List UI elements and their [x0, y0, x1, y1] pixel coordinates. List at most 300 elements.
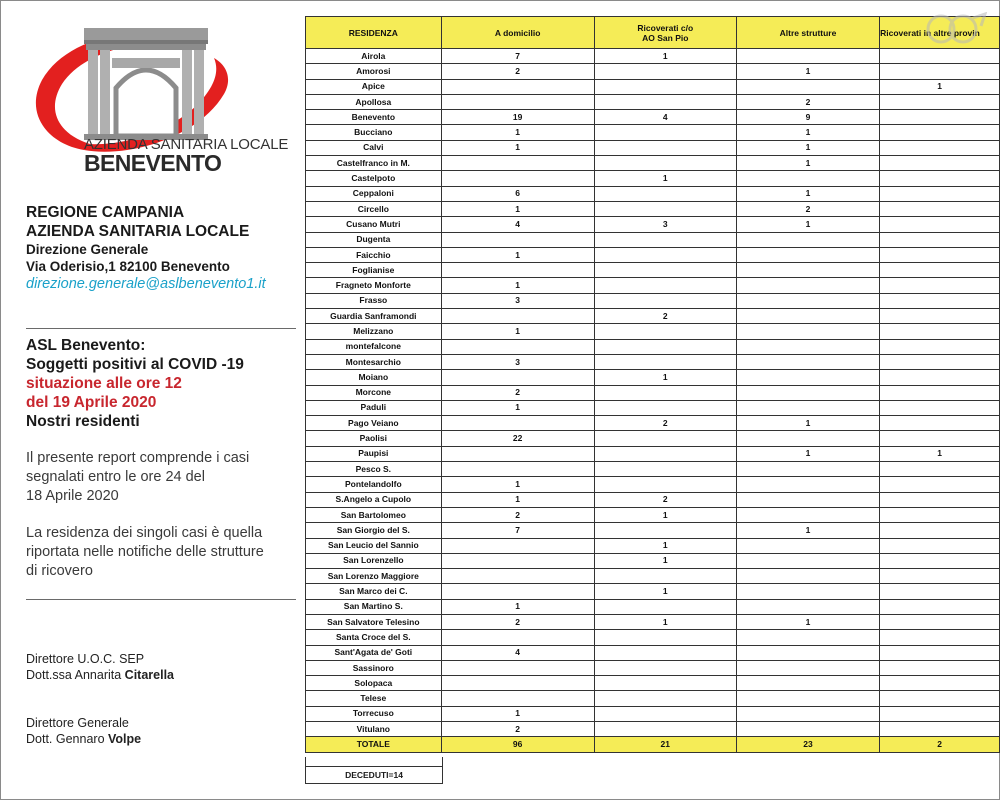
residence-cell: Calvi [306, 140, 442, 155]
value-cell [441, 416, 594, 431]
value-cell [880, 599, 1000, 614]
value-cell [736, 324, 879, 339]
value-cell [594, 186, 736, 201]
value-cell [441, 676, 594, 691]
table-header-row [306, 17, 1000, 49]
residence-cell: Apice [306, 79, 442, 94]
value-cell [594, 400, 736, 415]
value-cell [441, 584, 594, 599]
value-cell [594, 599, 736, 614]
value-cell [880, 553, 1000, 568]
value-cell [594, 324, 736, 339]
header-col-residenza: RESIDENZA [306, 17, 442, 49]
value-cell: 1 [441, 706, 594, 721]
value-cell [594, 431, 736, 446]
table-row [306, 232, 1000, 247]
value-cell [880, 385, 1000, 400]
region-name: REGIONE CAMPANIA [26, 204, 185, 221]
value-cell: 9 [736, 110, 879, 125]
table-row [306, 431, 1000, 446]
value-cell: 1 [594, 553, 736, 568]
report-line5: Nostri residenti [26, 413, 140, 430]
value-cell [441, 232, 594, 247]
divider [26, 599, 296, 600]
residence-cell: Ceppaloni [306, 186, 442, 201]
table-row [306, 599, 1000, 614]
table-row [306, 446, 1000, 461]
value-cell: 22 [441, 431, 594, 446]
total-value: 21 [594, 737, 736, 752]
value-cell: 19 [441, 110, 594, 125]
value-cell: 1 [441, 477, 594, 492]
value-cell [880, 660, 1000, 675]
value-cell [594, 462, 736, 477]
value-cell [441, 630, 594, 645]
value-cell [880, 477, 1000, 492]
logo-line1: AZIENDA SANITARIA LOCALE [84, 136, 289, 153]
header-col-altre-strutture: Altre strutture [736, 17, 879, 49]
table-row [306, 64, 1000, 79]
table-row [306, 416, 1000, 431]
value-cell: 7 [441, 49, 594, 64]
value-cell [736, 538, 879, 553]
left-panel [0, 0, 300, 800]
value-cell [594, 79, 736, 94]
value-cell [594, 660, 736, 675]
total-value: 2 [880, 737, 1000, 752]
value-cell: 1 [736, 416, 879, 431]
value-cell: 2 [594, 416, 736, 431]
table-row [306, 385, 1000, 400]
residence-cell: Pesco S. [306, 462, 442, 477]
value-cell [736, 553, 879, 568]
residence-cell: Solopaca [306, 676, 442, 691]
value-cell [880, 125, 1000, 140]
table-row [306, 400, 1000, 415]
value-cell [880, 400, 1000, 415]
residence-cell: montefalcone [306, 339, 442, 354]
value-cell [880, 354, 1000, 369]
residence-cell: Sant'Agata de' Goti [306, 645, 442, 660]
residence-cell: Montesarchio [306, 354, 442, 369]
logo-line2: BENEVENTO [84, 150, 222, 176]
table-row [306, 354, 1000, 369]
residence-cell: Dugenta [306, 232, 442, 247]
signature-role: Direttore U.O.C. SEP [26, 652, 145, 666]
report-line4: del 19 Aprile 2020 [26, 394, 157, 411]
value-cell: 2 [736, 94, 879, 109]
residence-cell: Telese [306, 691, 442, 706]
total-value: 96 [441, 737, 594, 752]
residence-cell: San Bartolomeo [306, 507, 442, 522]
table-row [306, 201, 1000, 216]
report-note-1 [26, 449, 296, 506]
value-cell [736, 171, 879, 186]
value-cell [441, 339, 594, 354]
value-cell [594, 645, 736, 660]
value-cell [594, 569, 736, 584]
divider [26, 328, 296, 329]
residence-cell: San Lorenzo Maggiore [306, 569, 442, 584]
table-row [306, 523, 1000, 538]
value-cell [880, 691, 1000, 706]
value-cell [594, 722, 736, 737]
note1-line: 18 Aprile 2020 [26, 488, 119, 504]
value-cell [736, 477, 879, 492]
value-cell [736, 278, 879, 293]
value-cell [441, 79, 594, 94]
residence-cell: San Giorgio del S. [306, 523, 442, 538]
header-col-domicilio: A domicilio [441, 17, 594, 49]
value-cell [880, 630, 1000, 645]
value-cell: 1 [441, 599, 594, 614]
table-row [306, 125, 1000, 140]
value-cell [736, 49, 879, 64]
value-cell [594, 263, 736, 278]
table-row [306, 569, 1000, 584]
value-cell: 1 [736, 64, 879, 79]
table-row [306, 156, 1000, 171]
value-cell [441, 263, 594, 278]
value-cell [736, 676, 879, 691]
value-cell [441, 370, 594, 385]
residence-cell: Apollosa [306, 94, 442, 109]
value-cell [880, 140, 1000, 155]
value-cell [880, 523, 1000, 538]
value-cell [594, 232, 736, 247]
value-cell [441, 691, 594, 706]
residence-cell: Fragneto Monforte [306, 278, 442, 293]
value-cell: 1 [880, 79, 1000, 94]
residence-cell: Benevento [306, 110, 442, 125]
table-row [306, 370, 1000, 385]
value-cell [441, 94, 594, 109]
residence-cell: Paupisi [306, 446, 442, 461]
value-cell: 1 [594, 614, 736, 629]
address: Via Oderisio,1 82100 Benevento [26, 259, 230, 274]
value-cell [880, 645, 1000, 660]
table-row [306, 614, 1000, 629]
value-cell [736, 569, 879, 584]
residence-cell: San Leucio del Sannio [306, 538, 442, 553]
value-cell [736, 293, 879, 308]
report-line1: ASL Benevento: [26, 337, 146, 354]
value-cell: 2 [736, 201, 879, 216]
value-cell [880, 247, 1000, 262]
table-row [306, 171, 1000, 186]
value-cell: 1 [594, 584, 736, 599]
note2-line: di ricovero [26, 563, 93, 579]
table-row [306, 324, 1000, 339]
value-cell [880, 492, 1000, 507]
value-cell [594, 156, 736, 171]
table-row [306, 477, 1000, 492]
residence-cell: Castelpoto [306, 171, 442, 186]
value-cell [441, 171, 594, 186]
value-cell [594, 293, 736, 308]
value-cell [880, 309, 1000, 324]
value-cell [880, 339, 1000, 354]
value-cell: 1 [441, 247, 594, 262]
value-cell [880, 370, 1000, 385]
value-cell [736, 79, 879, 94]
residence-cell: Paduli [306, 400, 442, 415]
value-cell [736, 263, 879, 278]
value-cell: 1 [736, 125, 879, 140]
department: Direzione Generale [26, 242, 149, 257]
value-cell [594, 446, 736, 461]
value-cell [736, 630, 879, 645]
value-cell [594, 477, 736, 492]
residence-cell: Moiano [306, 370, 442, 385]
table-row [306, 492, 1000, 507]
header-col-ricoverati-san-pio: Ricoverati c/o AO San Pio [594, 17, 736, 49]
signature-name: Dott. Gennaro [26, 732, 108, 746]
value-cell: 2 [441, 507, 594, 522]
value-cell [880, 110, 1000, 125]
residence-cell: Pontelandolfo [306, 477, 442, 492]
signature-person [26, 667, 296, 683]
total-label: TOTALE [306, 737, 442, 752]
value-cell: 2 [441, 722, 594, 737]
value-cell [736, 706, 879, 721]
value-cell [736, 339, 879, 354]
value-cell [880, 156, 1000, 171]
report-line2: Soggetti positivi al COVID -19 [26, 356, 244, 373]
signature-role: Direttore Generale [26, 716, 129, 730]
residence-cell: Castelfranco in M. [306, 156, 442, 171]
value-cell [594, 523, 736, 538]
signature-name: Dott.ssa Annarita [26, 668, 125, 682]
value-cell: 1 [441, 492, 594, 507]
table-row [306, 722, 1000, 737]
value-cell: 6 [441, 186, 594, 201]
note1-line: Il presente report comprende i casi [26, 450, 250, 466]
value-cell [880, 201, 1000, 216]
value-cell: 1 [594, 171, 736, 186]
value-cell: 1 [880, 446, 1000, 461]
value-cell [880, 431, 1000, 446]
value-cell: 4 [441, 217, 594, 232]
value-cell [441, 569, 594, 584]
value-cell: 3 [441, 293, 594, 308]
value-cell [441, 660, 594, 675]
value-cell [441, 462, 594, 477]
value-cell [880, 706, 1000, 721]
value-cell [594, 676, 736, 691]
value-cell: 2 [594, 309, 736, 324]
residence-cell: Morcone [306, 385, 442, 400]
value-cell [736, 400, 879, 415]
table-row [306, 79, 1000, 94]
value-cell [736, 660, 879, 675]
residence-cell: Vitulano [306, 722, 442, 737]
table-row [306, 584, 1000, 599]
table-row [306, 217, 1000, 232]
value-cell [441, 156, 594, 171]
table-row [306, 538, 1000, 553]
value-cell [594, 94, 736, 109]
value-cell: 1 [736, 186, 879, 201]
value-cell: 1 [441, 125, 594, 140]
residence-cell: Faicchio [306, 247, 442, 262]
value-cell: 2 [594, 492, 736, 507]
value-cell [736, 247, 879, 262]
value-cell: 1 [736, 140, 879, 155]
signature-sep [26, 651, 296, 683]
residence-cell: San Lorenzello [306, 553, 442, 568]
value-cell [736, 722, 879, 737]
value-cell: 1 [441, 400, 594, 415]
value-cell [880, 569, 1000, 584]
value-cell [441, 538, 594, 553]
value-cell: 3 [594, 217, 736, 232]
table-row [306, 293, 1000, 308]
value-cell [880, 293, 1000, 308]
value-cell [441, 446, 594, 461]
value-cell: 7 [441, 523, 594, 538]
value-cell [880, 324, 1000, 339]
table-row [306, 706, 1000, 721]
value-cell [594, 630, 736, 645]
value-cell [736, 232, 879, 247]
value-cell [736, 370, 879, 385]
value-cell [880, 538, 1000, 553]
signature-dg [26, 715, 296, 747]
covid-cases-table [305, 16, 1000, 753]
table-row [306, 630, 1000, 645]
value-cell [736, 691, 879, 706]
value-cell [736, 431, 879, 446]
value-cell [594, 140, 736, 155]
org-block [26, 204, 296, 294]
value-cell: 2 [441, 614, 594, 629]
value-cell: 1 [736, 217, 879, 232]
signature-surname: Volpe [108, 732, 142, 746]
value-cell: 1 [441, 324, 594, 339]
value-cell [594, 201, 736, 216]
table-row [306, 309, 1000, 324]
table-row [306, 49, 1000, 64]
value-cell: 2 [441, 385, 594, 400]
value-cell [736, 584, 879, 599]
residence-cell: Circello [306, 201, 442, 216]
value-cell [880, 217, 1000, 232]
residence-cell: San Martino S. [306, 599, 442, 614]
value-cell [880, 186, 1000, 201]
value-cell [594, 691, 736, 706]
value-cell: 1 [736, 614, 879, 629]
value-cell [880, 416, 1000, 431]
value-cell [594, 339, 736, 354]
value-cell: 1 [594, 370, 736, 385]
residence-cell: San Salvatore Telesino [306, 614, 442, 629]
note1-line: segnalati entro le ore 24 del [26, 469, 205, 485]
residence-cell: Cusano Mutri [306, 217, 442, 232]
residence-cell: S.Angelo a Cupolo [306, 492, 442, 507]
table-row [306, 110, 1000, 125]
table-row [306, 94, 1000, 109]
report-title [26, 336, 296, 431]
report-note-2 [26, 524, 296, 581]
total-row [306, 737, 1000, 752]
value-cell: 1 [736, 156, 879, 171]
value-cell [736, 645, 879, 660]
value-cell [594, 64, 736, 79]
table-row [306, 691, 1000, 706]
value-cell [880, 64, 1000, 79]
value-cell: 2 [441, 64, 594, 79]
residence-cell: Paolisi [306, 431, 442, 446]
value-cell: 1 [736, 446, 879, 461]
value-cell [594, 125, 736, 140]
residence-cell: Frasso [306, 293, 442, 308]
value-cell [880, 507, 1000, 522]
value-cell: 1 [594, 49, 736, 64]
total-value: 23 [736, 737, 879, 752]
value-cell [880, 171, 1000, 186]
residence-cell: Guardia Sanframondi [306, 309, 442, 324]
report-line3: situazione alle ore 12 [26, 375, 182, 392]
table-row [306, 660, 1000, 675]
value-cell [880, 676, 1000, 691]
value-cell: 4 [594, 110, 736, 125]
value-cell [736, 507, 879, 522]
value-cell [594, 385, 736, 400]
value-cell: 1 [441, 140, 594, 155]
table-row [306, 553, 1000, 568]
residence-cell: Foglianise [306, 263, 442, 278]
email-link[interactable]: direzione.generale@aslbenevento1.it [26, 276, 266, 292]
note2-line: riportata nelle notifiche delle strutture [26, 544, 264, 560]
value-cell [880, 614, 1000, 629]
value-cell [880, 278, 1000, 293]
residence-cell: Bucciano [306, 125, 442, 140]
value-cell [736, 354, 879, 369]
value-cell [736, 599, 879, 614]
note2-line: La residenza dei singoli casi è quella [26, 525, 263, 541]
value-cell [594, 706, 736, 721]
value-cell: 1 [441, 278, 594, 293]
residence-cell: Sassinoro [306, 660, 442, 675]
value-cell [594, 247, 736, 262]
footer-spacer [305, 757, 443, 766]
value-cell: 1 [594, 538, 736, 553]
value-cell [594, 278, 736, 293]
table-row [306, 645, 1000, 660]
value-cell [880, 462, 1000, 477]
value-cell [736, 309, 879, 324]
value-cell [880, 722, 1000, 737]
residence-cell: San Marco dei C. [306, 584, 442, 599]
signature-person [26, 731, 296, 747]
residence-cell: Airola [306, 49, 442, 64]
deceased-count: DECEDUTI=14 [305, 766, 443, 784]
residence-cell: Amorosi [306, 64, 442, 79]
table-row [306, 462, 1000, 477]
residence-cell: Pago Veiano [306, 416, 442, 431]
table-row [306, 676, 1000, 691]
value-cell: 1 [736, 523, 879, 538]
table-body [306, 49, 1000, 753]
value-cell [736, 492, 879, 507]
value-cell [441, 309, 594, 324]
value-cell: 3 [441, 354, 594, 369]
value-cell: 4 [441, 645, 594, 660]
table-row [306, 278, 1000, 293]
value-cell [880, 232, 1000, 247]
value-cell [880, 94, 1000, 109]
